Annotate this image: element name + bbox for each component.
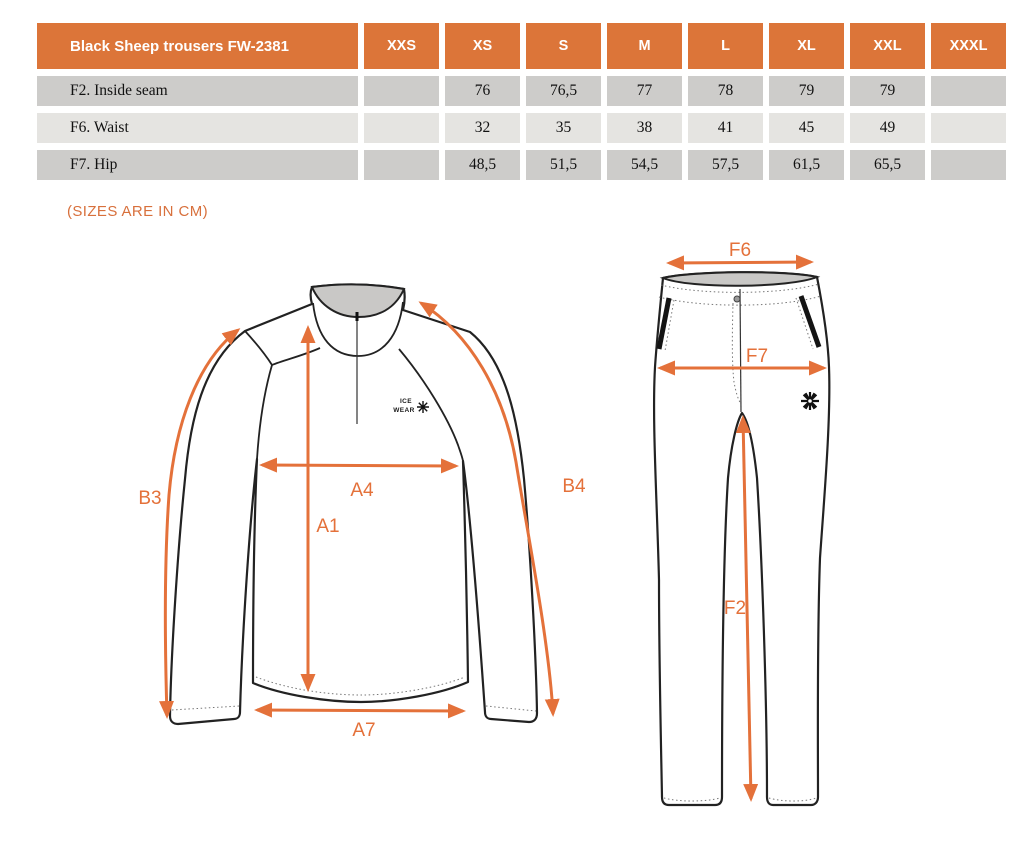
trousers-outline	[654, 272, 829, 805]
col-header-xxs: XXS	[364, 23, 439, 69]
table-header-row	[37, 23, 1006, 69]
label-B4: B4	[562, 476, 586, 497]
label-F7: F7	[745, 346, 769, 367]
table-title: Black Sheep trousers FW-2381	[37, 23, 358, 69]
sizes-unit-note: (SIZES ARE IN CM)	[67, 203, 208, 220]
cell: 57,5	[688, 150, 763, 180]
cell	[364, 113, 439, 143]
col-header-l: L	[688, 23, 763, 69]
label-A7: A7	[352, 720, 376, 741]
cell: 45	[769, 113, 844, 143]
cell	[364, 76, 439, 106]
cell: 79	[850, 76, 925, 106]
col-header-s: S	[526, 23, 601, 69]
row-label: F6. Waist	[37, 113, 358, 143]
col-header-xs: XS	[445, 23, 520, 69]
cell: 41	[688, 113, 763, 143]
cell: 65,5	[850, 150, 925, 180]
row-label: F2. Inside seam	[37, 76, 358, 106]
cell: 32	[445, 113, 520, 143]
table-row-inside-seam	[37, 76, 1006, 106]
cell: 51,5	[526, 150, 601, 180]
cell: 38	[607, 113, 682, 143]
cell	[931, 76, 1006, 106]
snowflake-icon	[801, 392, 819, 410]
logo-line2: WEAR	[393, 407, 415, 414]
trousers-measurement-diagram	[630, 230, 860, 840]
cell: 76	[445, 76, 520, 106]
cell: 48,5	[445, 150, 520, 180]
col-header-xxxl: XXXL	[931, 23, 1006, 69]
table-row-hip	[37, 150, 1006, 180]
logo-line1: ICE	[399, 398, 413, 405]
cell: 76,5	[526, 76, 601, 106]
label-A1: A1	[316, 516, 340, 537]
cell: 79	[769, 76, 844, 106]
label-F6: F6	[728, 240, 752, 261]
cell: 77	[607, 76, 682, 106]
cell	[931, 150, 1006, 180]
label-F2: F2	[723, 598, 747, 619]
cell: 61,5	[769, 150, 844, 180]
col-header-xl: XL	[769, 23, 844, 69]
shirt-measurement-diagram	[120, 240, 590, 750]
arrow-F6	[669, 262, 811, 263]
arrow-A4	[262, 465, 456, 466]
row-label: F7. Hip	[37, 150, 358, 180]
label-B3: B3	[138, 488, 162, 509]
cell: 54,5	[607, 150, 682, 180]
table-row-waist	[37, 113, 1006, 143]
shirt-outline	[170, 284, 537, 724]
size-table	[31, 16, 1012, 187]
cell: 78	[688, 76, 763, 106]
cell	[931, 113, 1006, 143]
col-header-xxl: XXL	[850, 23, 925, 69]
snowflake-icon	[417, 401, 429, 413]
col-header-m: M	[607, 23, 682, 69]
cell	[364, 150, 439, 180]
waist-button	[734, 296, 740, 302]
cell: 49	[850, 113, 925, 143]
cell: 35	[526, 113, 601, 143]
label-A4: A4	[350, 480, 374, 501]
arrow-A7	[257, 710, 463, 711]
